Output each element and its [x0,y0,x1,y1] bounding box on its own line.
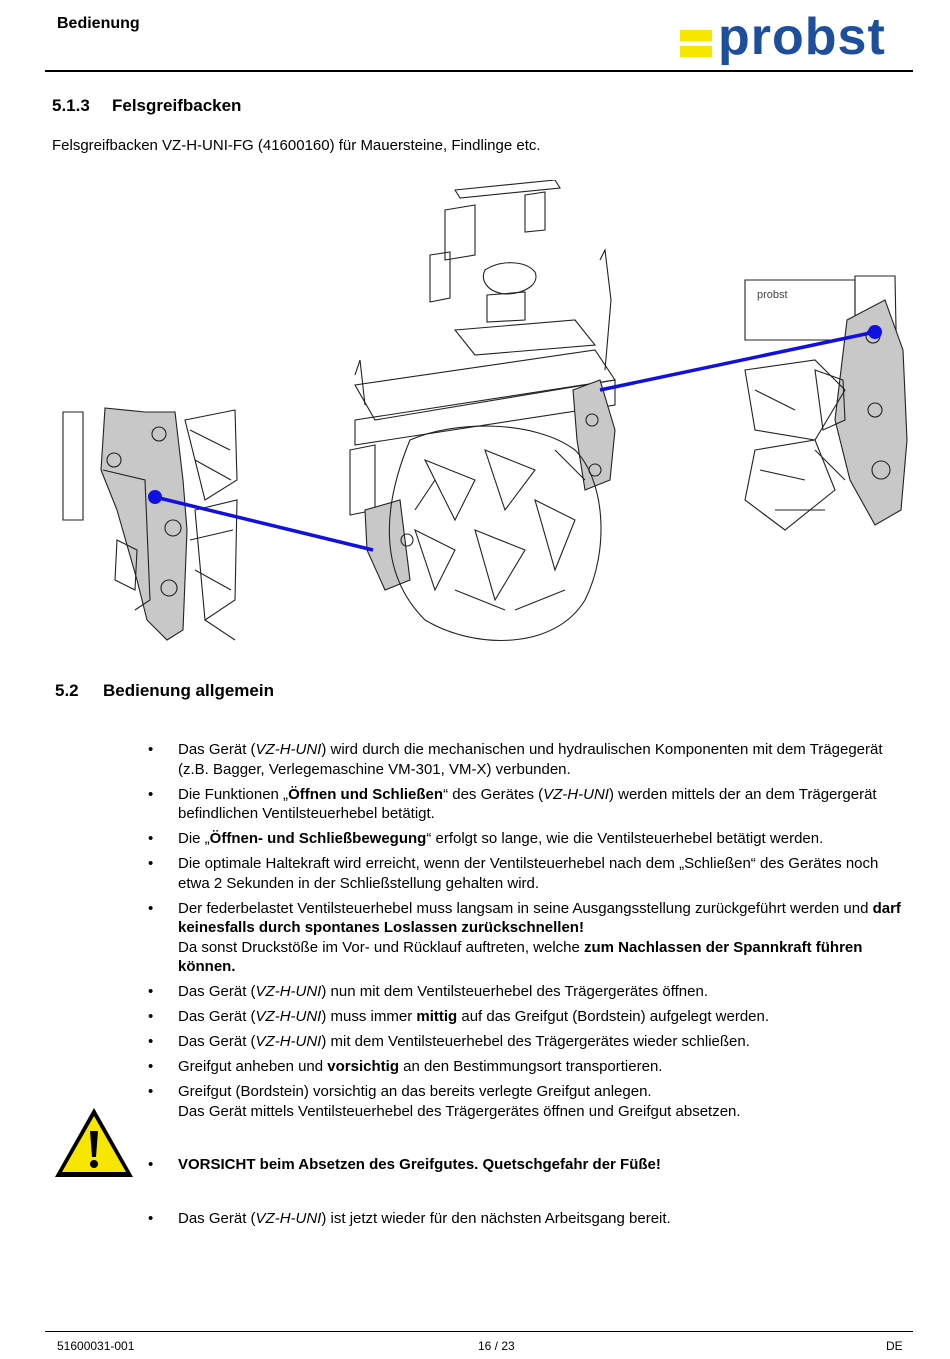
pointer-dot-right [868,325,882,339]
bullet-item [145,982,905,1002]
bullet-text: zum Nachlassen der Spannkraft führen können. [178,938,863,975]
bullet-text: vorsichtig [327,1058,399,1075]
section-heading-52 [55,681,274,701]
bullet-text: VZ-H-UNI [543,785,609,803]
pointer-line-right [600,332,875,390]
logo-bar-top [680,30,712,41]
section-title: Bedienung allgemein [103,681,274,700]
bullet-text: auf das Greifgut (Bordstein) aufgelegt werden. [457,1008,770,1025]
logo-text: probst [718,8,886,66]
bullet-text: ) werden mittels der an dem Trägergerät befindlichen Ventilsteuerhebel betätigt. [178,785,877,822]
section-intro: Felsgreifbacken VZ-H-UNI-FG (41600160) für Mauersteine, Findlinge etc. [52,137,541,154]
footer-language: DE [886,1339,903,1353]
bullet-text: Der federbelastet Ventilsteuerhebel muss langsam in seine Ausgangsstellung zurückgeführt werden und [178,899,873,917]
bullet-text: ) ist jetzt wieder für den nächsten Arbeitsgang bereit. [321,1209,671,1227]
bullet-text: “ erfolgt so lange, wie die Ventilsteuerhebel betätigt werden. [426,830,824,847]
footer-divider [45,1331,913,1332]
bullet-text: ) wird durch die mechanischen und hydraulischen Komponenten mit dem Trägegerät (z.B. Bagger, Verlegemaschine VM-301, VM-X) verbunden. [178,741,883,778]
section-heading-513 [52,96,241,116]
bullet-text: an den Bestimmungsort transportieren. [398,1058,663,1075]
probst-logo [680,8,910,66]
bullet-item [145,1032,905,1052]
main-machine-drawing [350,180,615,640]
bullet-text: darf keinesfalls durch spontanes Loslassen zurückschnellen! [178,899,901,936]
left-detail-view [55,408,240,650]
bullet-text: Öffnen und Schließen [288,785,444,803]
header-divider [45,70,913,72]
bullet-text: VZ-H-UNI [255,1008,322,1025]
bullet-text: VZ-H-UNI [255,1033,322,1050]
bullet-item [145,740,905,779]
bullet-text: Die „ [178,830,210,847]
logo-bar-bottom [680,46,712,57]
bullet-text: Das Gerät ( [178,1033,256,1050]
bullet-text: Greifgut (Bordstein) vorsichtig an das bereits verlegte Greifgut anlegen. [178,1083,652,1100]
bullet-text: Die optimale Haltekraft wird erreicht, wenn der Ventilsteuerhebel nach dem „Schließen“ des Gerätes noch etwa 2 Sekunden in der Schließstellung gehalten wird. [178,855,879,892]
bullet-text: ) nun mit dem Ventilsteuerhebel des Trägergerätes öffnen. [321,983,708,1000]
bullet-text: VZ-H-UNI [255,983,322,1000]
bullet-text: “ des Gerätes ( [443,785,544,803]
bullet-item [145,1082,905,1121]
bullet-item [145,785,905,824]
detail-pointers [148,325,882,550]
bullet-text: VORSICHT beim Absetzen des Greifgutes. Quetschgefahr der Füße! [178,1156,661,1173]
figure-brand-label: probst [757,289,788,301]
bullet-text: Das Gerät mittels Ventilsteuerhebel des Trägergerätes öffnen und Greifgut absetzen. [178,1102,741,1120]
bullet-item [145,1007,905,1027]
bullet-item [145,899,905,977]
bullet-text: ) mit dem Ventilsteuerhebel des Trägergerätes wieder schließen. [321,1033,750,1050]
bullet-item [145,829,905,849]
header-title: Bedienung [57,15,140,32]
bullet-text: Das Gerät ( [178,1209,256,1227]
bullet-text: ) muss immer [321,1008,417,1025]
bullet-item [145,1057,905,1077]
pointer-dot-left [148,490,162,504]
bullet-text: Greifgut anheben und [178,1058,328,1075]
bullet-text: VZ-H-UNI [255,741,322,758]
bullet-text: Da sonst Druckstöße im Vor- und Rücklauf auftreten, welche [178,938,585,956]
bullet-text: mittig [416,1008,458,1025]
bullet-item [145,1155,905,1175]
bullet-item [145,854,905,893]
felsgreifbacken-figure [55,180,915,660]
bullet-text: Öffnen- und Schließbewegung [209,830,427,847]
section-number: 5.2 [55,681,79,700]
pointer-line-left [155,497,373,550]
bullet-text: Das Gerät ( [178,1008,256,1025]
bullet-text: Die Funktionen „ [178,785,289,803]
bullet-text: Das Gerät ( [178,741,256,758]
footer-doc-number: 51600031-001 [57,1339,135,1353]
bullet-list [145,740,905,1234]
section-title: Felsgreifbacken [112,96,242,115]
footer-page-number: 16 / 23 [478,1339,515,1353]
right-detail-view [745,276,907,530]
bullet-text: VZ-H-UNI [255,1209,322,1227]
warning-triangle-icon [52,1105,136,1181]
bullet-item [145,1209,905,1229]
bullet-text: Das Gerät ( [178,983,256,1000]
section-number: 5.1.3 [52,96,90,115]
